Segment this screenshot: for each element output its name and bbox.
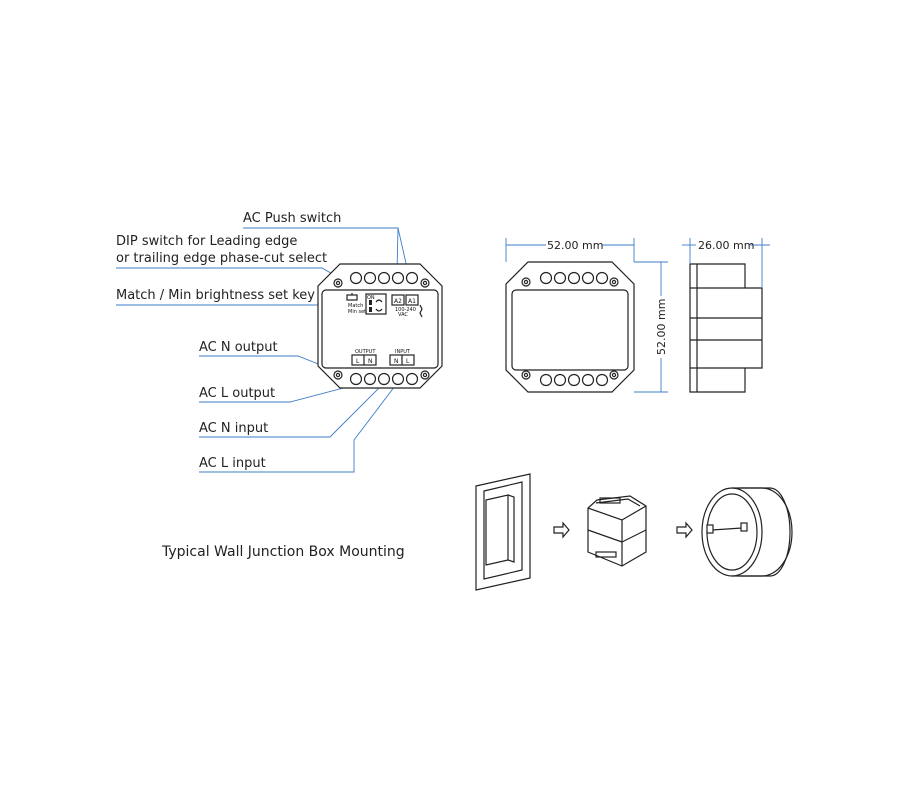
back-bottom-terminal-row <box>541 375 608 386</box>
input-l-label: L <box>406 358 410 365</box>
bottom-terminal <box>393 374 404 385</box>
top-terminal-row <box>351 273 418 284</box>
depth-dimension-label: 26.00 mm <box>698 239 755 252</box>
callout-dip-switch-line1: DIP switch for Leading edge <box>116 234 298 249</box>
bottom-terminal <box>351 374 362 385</box>
bottom-terminal-row <box>351 374 418 385</box>
top-terminal <box>365 273 376 284</box>
callout-n-output: AC N output <box>199 340 278 355</box>
dimmer-module-illustration <box>588 496 646 566</box>
top-terminal <box>407 273 418 284</box>
top-terminal <box>351 273 362 284</box>
arrow-right-icon <box>677 523 692 537</box>
a1-label: A1 <box>408 298 416 305</box>
width-dimension-label: 52.00 mm <box>547 239 604 252</box>
side-device-outline <box>690 264 762 392</box>
match-text-2: Min set <box>348 309 367 315</box>
callout-push-switch: AC Push switch <box>243 211 342 226</box>
dip-switch-lever <box>369 307 372 312</box>
back-view-device <box>506 262 634 392</box>
voltage-line-1: 100-240 <box>395 307 416 313</box>
height-dimension <box>634 262 668 392</box>
output-n-label: N <box>368 358 373 365</box>
callout-l-input: AC L input <box>199 456 266 471</box>
bottom-terminal <box>365 374 376 385</box>
bottom-terminal <box>379 374 390 385</box>
callout-l-output: AC L output <box>199 386 276 401</box>
input-heading: INPUT <box>395 349 410 355</box>
arrow-right-icon <box>554 523 569 537</box>
width-dimension <box>506 238 634 262</box>
input-n-label: N <box>394 358 399 365</box>
height-dimension-label: 52.00 mm <box>655 298 668 355</box>
output-l-label: L <box>356 358 360 365</box>
front-view-device <box>318 264 442 388</box>
back-top-terminal-row <box>541 273 608 284</box>
top-terminal <box>379 273 390 284</box>
callout-match-key: Match / Min brightness set key <box>116 288 315 303</box>
bottom-terminal <box>407 374 418 385</box>
match-text-1: Match <box>348 303 364 309</box>
callout-dip-switch-line2: or trailing edge phase-cut select <box>116 251 328 266</box>
callout-labels <box>116 211 341 471</box>
dip-on-label: ON <box>367 295 375 301</box>
voltage-line-2: VAC <box>398 312 408 318</box>
wall-switch-illustration <box>476 474 530 590</box>
junction-box-illustration <box>702 488 792 576</box>
side-view-device <box>690 264 762 392</box>
output-heading: OUTPUT <box>355 349 376 355</box>
a2-label: A2 <box>394 298 402 305</box>
top-terminal <box>393 273 404 284</box>
mounting-caption: Typical Wall Junction Box Mounting <box>162 544 405 560</box>
callout-n-input: AC N input <box>199 421 269 436</box>
